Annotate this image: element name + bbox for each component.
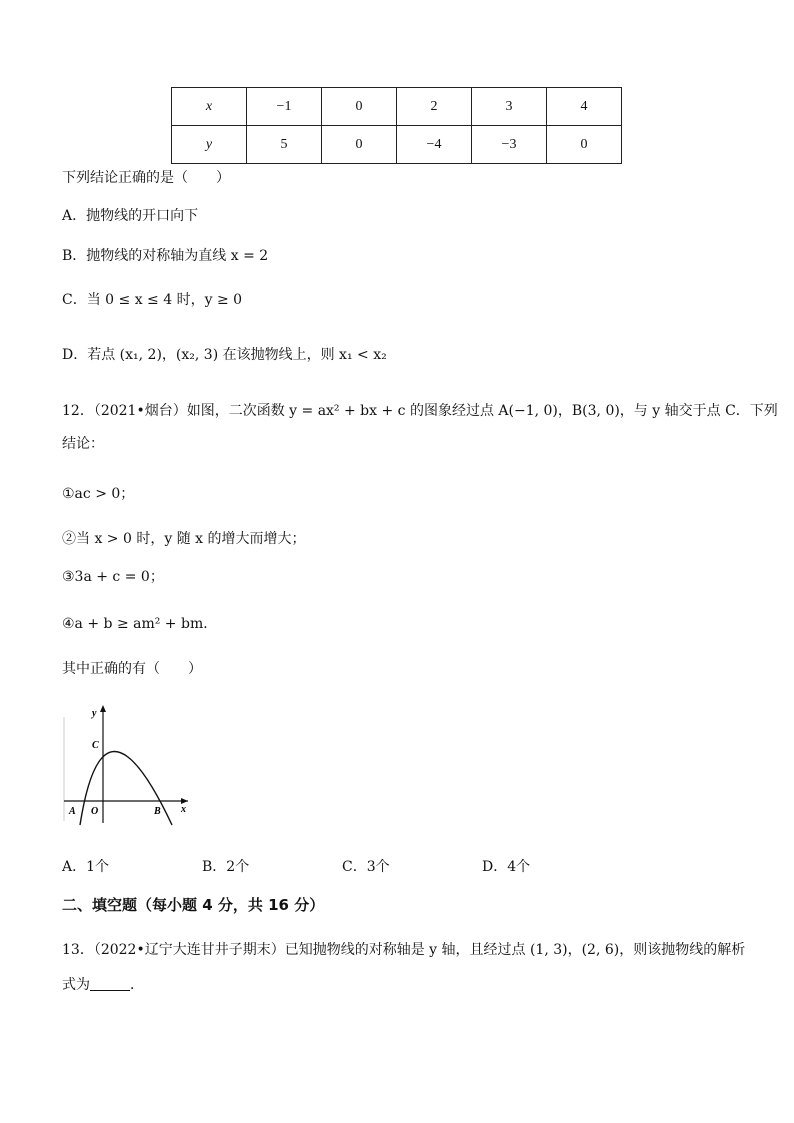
q11-option-d: D．若点 (x₁, 2)，(x₂, 3) 在该抛物线上，则 x₁ < x₂ <box>62 347 387 363</box>
table-cell: −1 <box>247 88 322 126</box>
parabola-graph <box>60 703 195 828</box>
table-cell: −4 <box>397 126 472 164</box>
xy-table <box>171 87 622 164</box>
y-axis-arrow-icon <box>100 705 106 712</box>
table-cell: 0 <box>322 126 397 164</box>
q12-choice-c: C．3个 <box>342 859 390 875</box>
q12-item-4: ④a + b ≥ am² + bm． <box>62 616 218 632</box>
q13-prefix: 式为 <box>62 977 90 993</box>
q12-item-2: ②当 x > 0 时，y 随 x 的增大而增大； <box>62 531 306 547</box>
q12-stem-line1: 12．（2021•烟台）如图，二次函数 y = ax² + bx + c 的图象经过点 A(−1, 0)，B(3, 0)，与 y 轴交于点 C．下列 <box>62 403 778 419</box>
q12-item-1: ①ac > 0； <box>62 486 135 502</box>
point-a-label: A <box>69 806 76 817</box>
point-b-label: B <box>154 806 161 817</box>
table-cell: 2 <box>397 88 472 126</box>
q11-option-c: C．当 0 ≤ x ≤ 4 时，y ≥ 0 <box>62 292 243 308</box>
q12-stem-line2: 结论： <box>62 436 104 452</box>
table-header-y: y <box>172 126 247 164</box>
origin-label: O <box>91 806 99 817</box>
table-header-x: x <box>172 88 247 126</box>
x-axis-label: x <box>181 804 186 815</box>
table-cell: 0 <box>322 88 397 126</box>
table-cell: 5 <box>247 126 322 164</box>
q11-option-a: A．抛物线的开口向下 <box>62 208 199 224</box>
table-row-x <box>172 88 622 126</box>
q12-choice-d: D．4个 <box>482 859 531 875</box>
q12-choice-b: B．2个 <box>202 859 250 875</box>
q11-prompt: 下列结论正确的是（ ） <box>62 170 230 186</box>
q13-stem-line1: 13．（2022•辽宁大连甘井子期末）已知抛物线的对称轴是 y 轴，且经过点 (1, 3)，(2, 6)，则该抛物线的解析 <box>62 942 746 958</box>
table-cell: 0 <box>547 126 622 164</box>
q12-choice-a: A．1个 <box>62 859 110 875</box>
table-cell: −3 <box>472 126 547 164</box>
q13-stem-line2 <box>62 975 144 995</box>
parabola-figure <box>60 703 195 828</box>
table-cell: 3 <box>472 88 547 126</box>
table-row-y <box>172 126 622 164</box>
y-axis-label: y <box>92 708 97 719</box>
point-c-label: C <box>92 740 99 751</box>
q13-suffix: ． <box>130 977 144 993</box>
q12-item-3: ③3a + c = 0； <box>62 569 164 585</box>
table-cell: 4 <box>547 88 622 126</box>
q12-ask: 其中正确的有（ ） <box>62 661 202 677</box>
section-heading: 二、填空题（每小题 4 分，共 16 分） <box>62 896 325 914</box>
answer-blank[interactable] <box>90 976 130 991</box>
q11-option-b: B．抛物线的对称轴为直线 x = 2 <box>62 248 269 264</box>
